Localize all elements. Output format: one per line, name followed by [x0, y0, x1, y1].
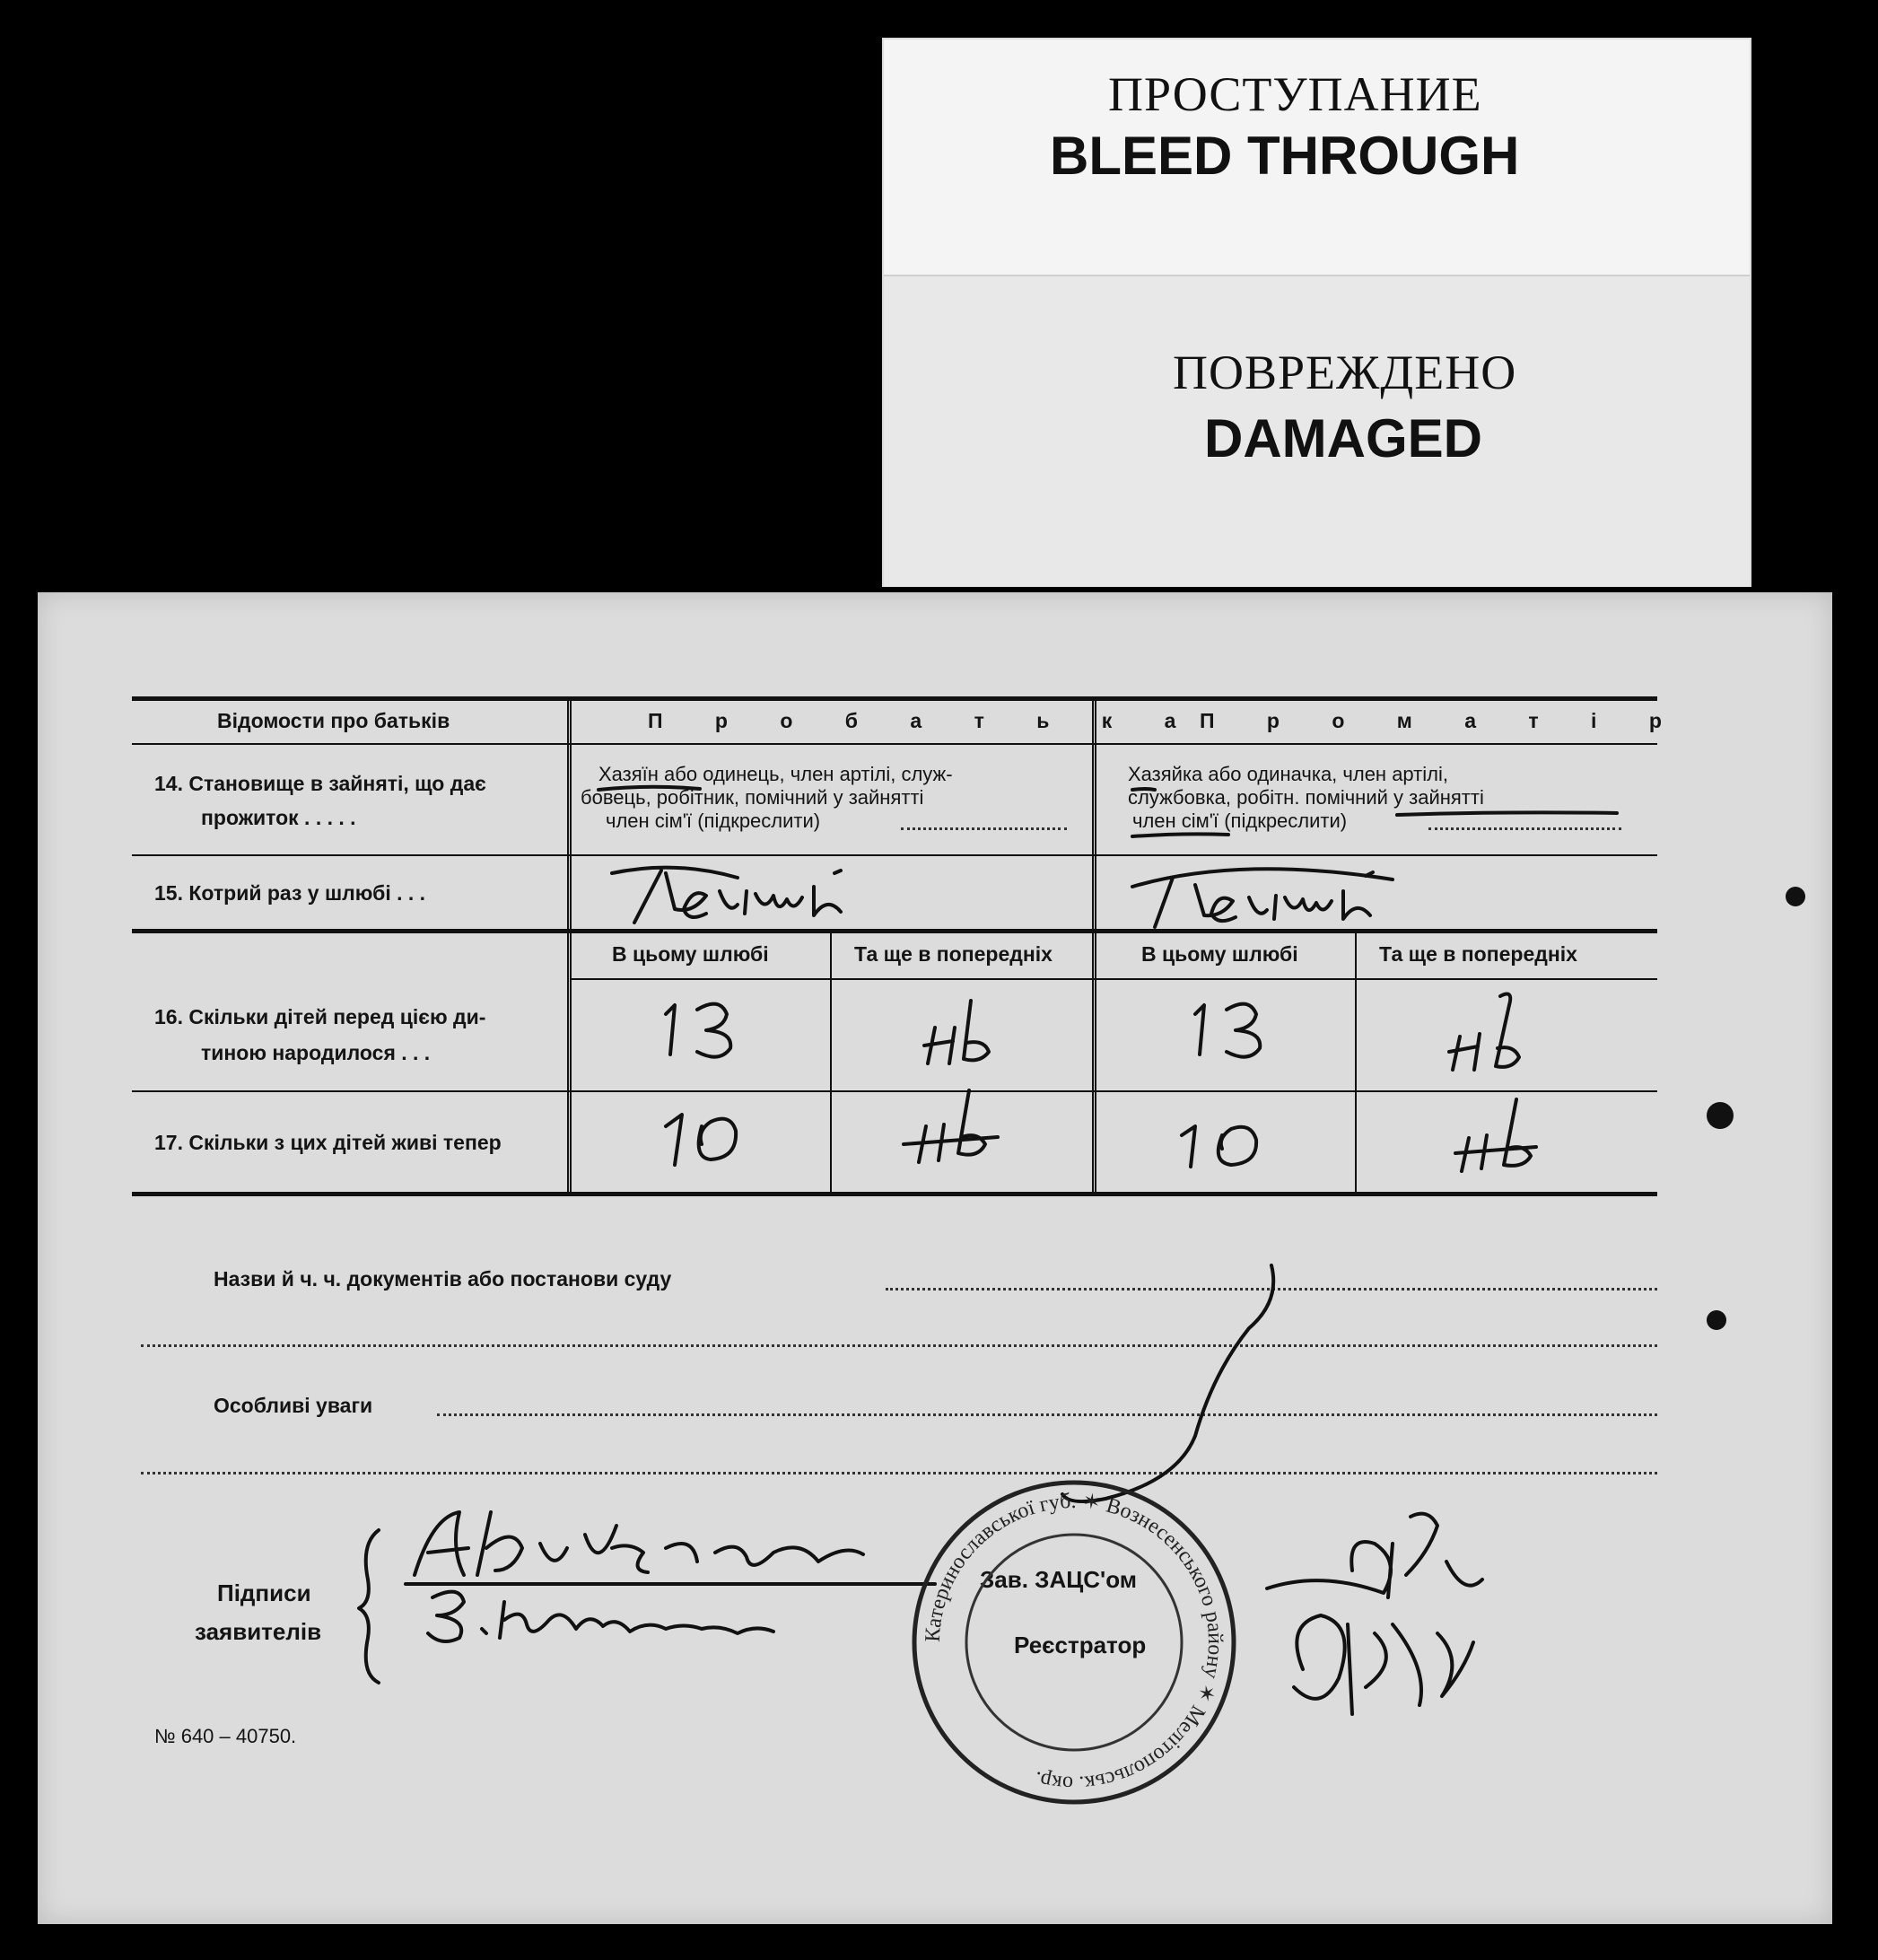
- header-parents-info: Відомости про батьків: [217, 709, 450, 732]
- row14-father-2: бовець, робітник, помічний у зайнятті: [581, 786, 924, 809]
- signatures-label-1: Підписи: [217, 1579, 311, 1606]
- registration-form-sheet: [38, 592, 1832, 1924]
- header-about-mother: П р о м а т і р: [1200, 709, 1685, 732]
- row16-label-1: 16. Скільки дітей перед цією ди-: [154, 1005, 486, 1028]
- row16-label-2: тиною народилося . . .: [201, 1041, 431, 1064]
- col-divider-1: [567, 700, 572, 1194]
- signatures-label-2: заявителів: [195, 1618, 322, 1645]
- underline-mother-mark: [1128, 772, 1630, 844]
- archival-label-card: [882, 38, 1751, 587]
- remarks-dots-2: [141, 1472, 1657, 1474]
- punch-hole-3: [1707, 1310, 1726, 1330]
- subheader-mother-this: В цьому шлюбі: [1141, 942, 1298, 966]
- row16-mother-this-value: [1173, 987, 1280, 1068]
- stamp-ring-text: Катеринославської губ. ✶ Вознесенського району ✶ Мелітопольськ. окр.: [921, 1489, 1227, 1796]
- row17-mother-prev-value: [1446, 1095, 1563, 1176]
- registrar-label: Реєстратор: [1014, 1632, 1147, 1658]
- row14-father-1: Хазяїн або одинець, член артілі, служ-: [598, 763, 953, 785]
- header-rule: [132, 743, 1657, 745]
- subheader-father-prev: Та ще в попередніх: [854, 942, 1053, 966]
- row14-father-3: член сім'ї (підкреслити): [606, 809, 821, 832]
- label-ru-top: ПРОСТУПАНИЕ: [1108, 67, 1482, 121]
- remarks-label: Особливі уваги: [214, 1394, 373, 1417]
- punch-hole-2: [1707, 1102, 1734, 1129]
- row14-mother-3: член сім'ї (підкреслити): [1132, 809, 1348, 832]
- col-divider-2: [1092, 700, 1096, 1194]
- label-en-top: BLEED THROUGH: [1050, 126, 1520, 186]
- underline-father-mark: [594, 772, 711, 799]
- row16-father-prev-value: [917, 996, 1025, 1077]
- row15-label: 15. Котрий раз у шлюбі . . .: [154, 881, 426, 905]
- registrar-head-label: Зав. ЗАЦС'ом: [980, 1566, 1137, 1593]
- row15-mother-handwriting: [1105, 860, 1455, 936]
- row16-father-this-value: [648, 987, 756, 1068]
- subheader-mother-prev: Та ще в попередніх: [1379, 942, 1577, 966]
- remarks-dots-1: [437, 1413, 1657, 1416]
- form-number: № 640 – 40750.: [154, 1725, 297, 1747]
- applicant-signature-2: [415, 1579, 917, 1651]
- row16-mother-prev-value: [1442, 987, 1550, 1077]
- row14-father-dots: [901, 827, 1067, 830]
- row14-label-2: прожиток . . . . .: [201, 806, 356, 829]
- row17-mother-this-value: [1168, 1104, 1285, 1176]
- table-top-rule: [132, 696, 1657, 701]
- col-divider-mother-sub: [1355, 933, 1357, 1194]
- subheader-rule: [572, 978, 1657, 980]
- header-about-father: П р о б а т ь к а: [648, 709, 1200, 732]
- row14-rule: [132, 854, 1657, 856]
- label-ru-bottom: ПОВРЕЖДЕНО: [1173, 346, 1517, 399]
- documents-label: Назви й ч. ч. документів або постанови суду: [214, 1267, 672, 1291]
- row17-father-this-value: [648, 1095, 764, 1176]
- row16-rule: [132, 1090, 1657, 1092]
- documents-dots-2: [141, 1344, 1657, 1347]
- label-en-bottom: DAMAGED: [1204, 408, 1482, 468]
- table-bottom-rule: [132, 1192, 1657, 1196]
- registrar-signature: [1249, 1490, 1554, 1741]
- signatures-brace: [352, 1526, 388, 1687]
- subheader-father-this: В цьому шлюбі: [612, 942, 769, 966]
- row14-mother-1: Хазяйка або одиначка, член артілі,: [1128, 763, 1448, 785]
- col-divider-father-sub: [830, 933, 832, 1194]
- row14-mother-2: службовка, робітн. помічний у зайнятті: [1128, 786, 1484, 809]
- row17-father-prev-value: [899, 1081, 1025, 1171]
- row17-label: 17. Скільки з цих дітей живі тепер: [154, 1131, 502, 1154]
- punch-hole-1: [1786, 887, 1805, 906]
- row14-label-1: 14. Становище в зайняті, що дає: [154, 772, 486, 795]
- row15-father-handwriting: [594, 860, 926, 936]
- official-stamp: [904, 1472, 1245, 1813]
